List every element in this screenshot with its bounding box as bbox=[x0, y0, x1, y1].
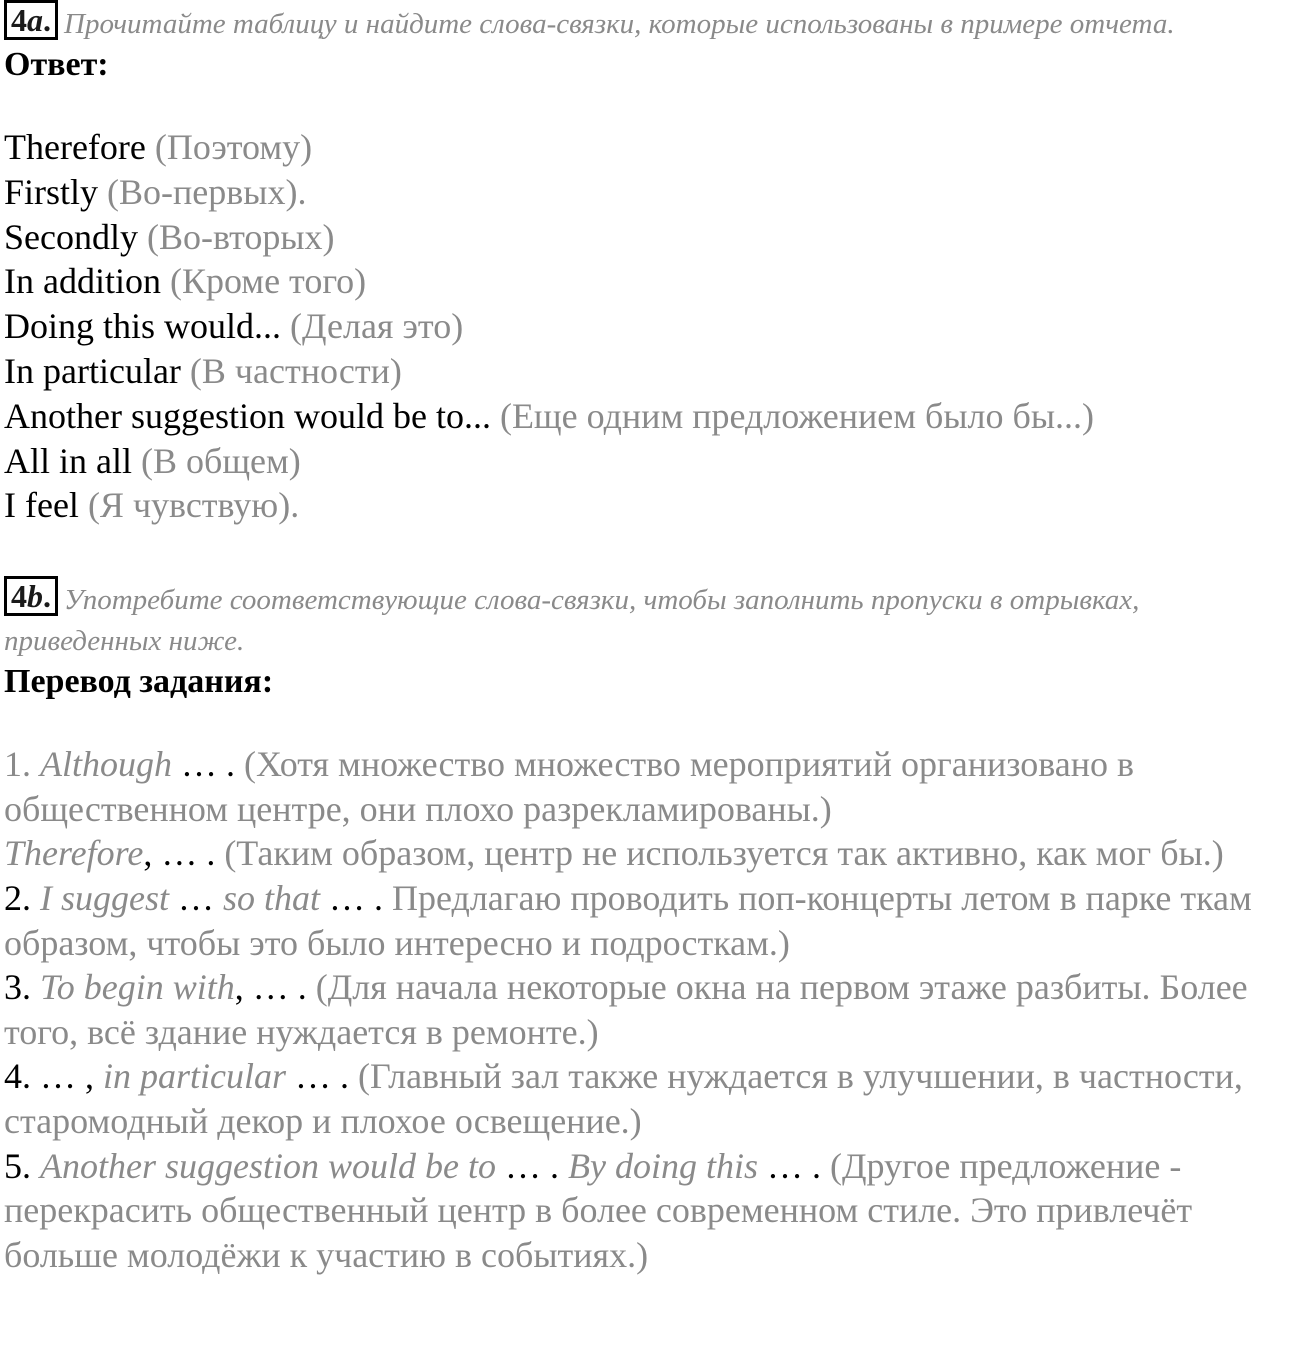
answer-item bbox=[4, 394, 1288, 439]
answer-item-en: Doing this would... bbox=[4, 306, 282, 347]
blank: … . bbox=[243, 967, 307, 1008]
task-4b-heading: Перевод задания: bbox=[4, 663, 274, 701]
item-number: 3. bbox=[4, 967, 31, 1008]
translation-text: (Для начала некоторые окна на первом этаже разбиты. Более того, всё здание нуждается в ремонте.) bbox=[4, 967, 1248, 1052]
translation-list bbox=[4, 742, 1288, 1277]
answer-item-en: Another suggestion would be to... bbox=[4, 395, 491, 436]
answer-item-ru: (Поэтому) bbox=[154, 127, 313, 167]
answer-item-ru: (Я чувствую). bbox=[87, 485, 300, 526]
answer-item bbox=[4, 259, 1288, 304]
answer-item-ru: (Во-вторых) bbox=[146, 216, 335, 257]
task-4a-instruction-block bbox=[4, 0, 1288, 45]
blank: … . bbox=[172, 744, 235, 785]
answer-item-en: In addition bbox=[4, 261, 161, 302]
translation-text: (Главный зал также нуждается в улучшении, в частности, старомодный декор и плохое освещение.) bbox=[4, 1056, 1243, 1141]
answer-item bbox=[4, 125, 1288, 170]
item-number: 1. bbox=[4, 744, 31, 785]
task-4a-number-badge bbox=[4, 0, 58, 40]
spacer bbox=[4, 702, 1288, 742]
answer-item bbox=[4, 215, 1288, 260]
answer-item bbox=[4, 439, 1288, 484]
answer-item-en: Firstly bbox=[4, 171, 99, 212]
answer-item-en: I feel bbox=[4, 485, 79, 526]
comma: , bbox=[143, 833, 153, 874]
task-4b-letter: b bbox=[27, 578, 43, 615]
translation-item bbox=[4, 876, 1288, 965]
translation-item bbox=[4, 1054, 1288, 1143]
item-number: 5. bbox=[4, 1145, 31, 1186]
answer-item-en: All in all bbox=[4, 440, 132, 481]
translation-text: (Другое предложение - перекрасить общественный центр в более современном стиле. Это привлечёт больше молодёжи к участию в событиях.) bbox=[4, 1145, 1193, 1275]
spacer bbox=[4, 85, 1288, 125]
answer-item-en: Therefore bbox=[4, 127, 146, 167]
translation-text: (Хотя множество множество мероприятий организовано в общественном центре, они плохо разрекламированы.) bbox=[4, 744, 1134, 829]
answer-item bbox=[4, 170, 1288, 215]
answer-item-ru: (Делая это) bbox=[290, 306, 464, 347]
blank: … . bbox=[495, 1145, 559, 1186]
blank: … bbox=[169, 877, 223, 918]
answer-item bbox=[4, 304, 1288, 349]
blank: … . bbox=[286, 1056, 350, 1097]
linking-phrase: in particular bbox=[103, 1056, 287, 1097]
linking-phrase: By doing this bbox=[567, 1145, 758, 1186]
linking-phrase: Therefore bbox=[4, 833, 144, 874]
blank: … . bbox=[320, 877, 384, 918]
answer-item-en: In particular bbox=[4, 350, 181, 391]
task-4a-instruction: Прочитайте таблицу и найдите слова-связки, которые использованы в примере отчета. bbox=[64, 8, 1175, 40]
task-4a-heading: Ответ: bbox=[4, 46, 109, 83]
item-number: 4. bbox=[4, 1056, 31, 1097]
answer-item-ru: (В частности) bbox=[189, 350, 402, 391]
item-number: 2. bbox=[4, 877, 31, 918]
answer-item-ru: (Во-первых). bbox=[107, 171, 307, 212]
translation-item bbox=[4, 831, 1288, 876]
task-4a-number: 4 bbox=[11, 2, 27, 38]
linking-phrase: To begin with bbox=[40, 967, 235, 1008]
answer-item bbox=[4, 349, 1288, 394]
linking-phrase: Although bbox=[40, 744, 172, 785]
answer-item-en: Secondly bbox=[4, 216, 138, 257]
translation-item bbox=[4, 742, 1288, 831]
linking-phrase: I suggest bbox=[40, 877, 169, 918]
task-4b-instruction-block bbox=[4, 576, 1288, 662]
answer-item-ru: (Кроме того) bbox=[169, 261, 367, 302]
translation-text: (Таким образом, центр не используется так активно, как мог бы.) bbox=[215, 833, 1224, 874]
page bbox=[4, 0, 1288, 1277]
task-4b-number-badge bbox=[4, 576, 58, 616]
translation-text: Предлагаю проводить поп-концерты летом в парке ткам образом, чтобы это было интересно и подросткам.) bbox=[4, 877, 1252, 963]
translation-item bbox=[4, 965, 1288, 1054]
blank: … , bbox=[31, 1056, 94, 1097]
answer-item-ru: (Еще одним предложением было бы...) bbox=[499, 395, 1095, 436]
task-4b-dot: . bbox=[43, 578, 51, 615]
answer-item bbox=[4, 483, 1288, 528]
translation-item bbox=[4, 1144, 1288, 1278]
task-4a-letter: a bbox=[27, 2, 43, 38]
task-4b-number: 4 bbox=[11, 578, 27, 615]
blank: … . bbox=[152, 833, 216, 874]
comma: , bbox=[234, 967, 244, 1008]
task-4b-instruction: Употребите соответствующие слова-связки, чтобы заполнить пропуски в отрывках, приведенных ниже. bbox=[4, 584, 1140, 658]
task-4a-dot: . bbox=[43, 2, 51, 38]
answer-list bbox=[4, 125, 1288, 528]
linking-phrase: so that bbox=[223, 877, 321, 918]
linking-phrase: Another suggestion would be to bbox=[40, 1145, 496, 1186]
answer-item-ru: (В общем) bbox=[141, 440, 301, 481]
blank: … . bbox=[757, 1145, 821, 1186]
